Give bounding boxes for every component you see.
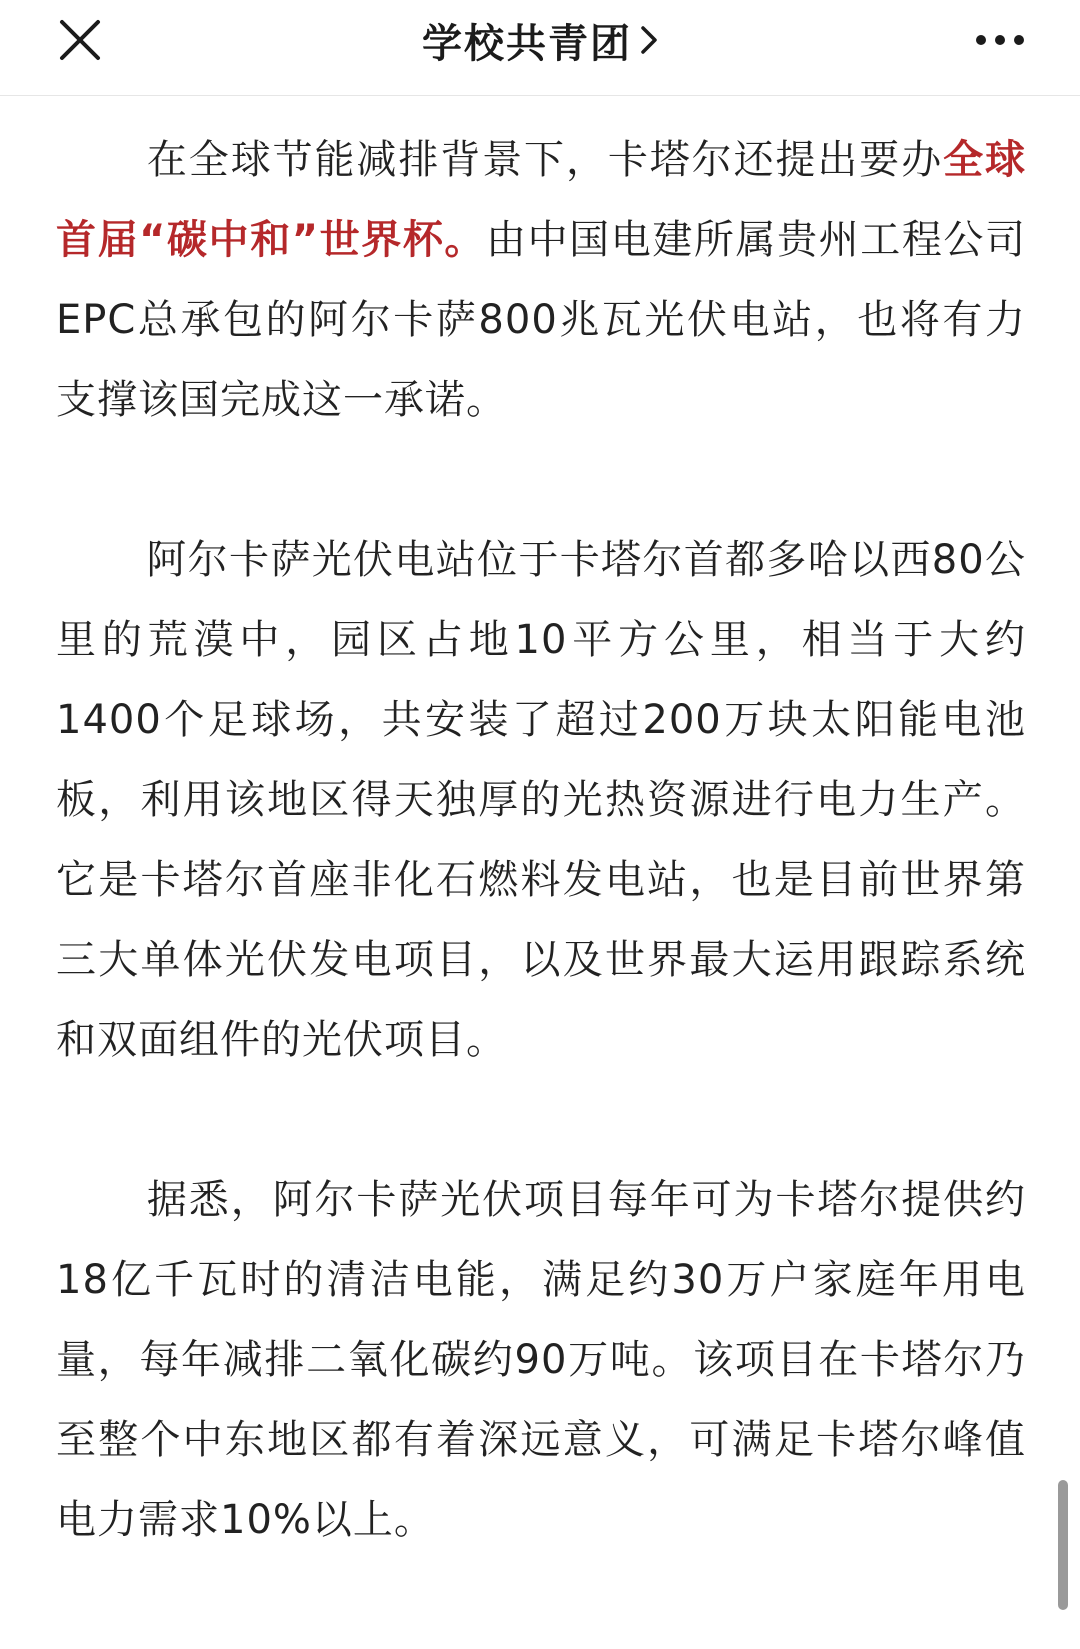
scrollbar-thumb[interactable] [1058, 1480, 1068, 1610]
paragraph-1-text-a: 在全球节能减排背景下，卡塔尔还提出要办 [146, 137, 944, 183]
more-horizontal-icon [975, 34, 1025, 46]
highlight-text: 全球首届“碳中和”世界杯。 [56, 137, 1027, 263]
chevron-right-icon [640, 25, 658, 55]
paragraph-1 [56, 120, 1026, 440]
page-title: 学校共青团 [422, 20, 632, 67]
paragraph-1-text-b: 由中国电建所属贵州工程公司EPC总承包的阿尔卡萨800兆瓦光伏电站，也将有力支撑该国完成这一承诺。 [56, 217, 1027, 423]
top-navigation-bar [0, 0, 1080, 96]
more-options-button[interactable] [972, 18, 1028, 62]
paragraph-3 [56, 1160, 1026, 1560]
paragraph-2 [56, 520, 1026, 1080]
account-title-link[interactable] [0, 8, 1080, 72]
paragraph-2-text: 阿尔卡萨光伏电站位于卡塔尔首都多哈以西80公里的荒漠中，园区占地10平方公里，相当于大约1400个足球场，共安装了超过200万块太阳能电池板，利用该地区得天独厚的光热资源进行电力生产。它是卡塔尔首座非化石燃料发电站，也是目前世界第三大单体光伏发电项目，以及世界最大运用跟踪系统和双面组件的光伏项目。 [56, 537, 1026, 1063]
paragraph-3-text: 据悉，阿尔卡萨光伏项目每年可为卡塔尔提供约18亿千瓦时的清洁电能，满足约30万户家庭年用电量，每年减排二氧化碳约90万吨。该项目在卡塔尔乃至整个中东地区都有着深远意义，可满足卡塔尔峰值电力需求10%以上。 [56, 1177, 1026, 1543]
article-body [56, 120, 1026, 1560]
